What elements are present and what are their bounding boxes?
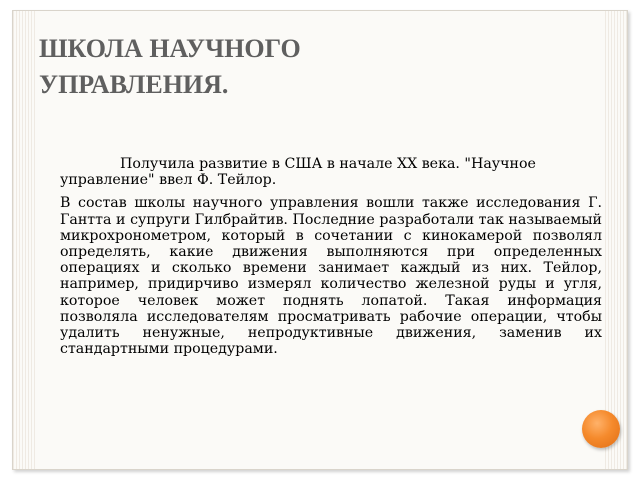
body-paragraph-2: В состав школы научного управления вошли также исследования Г. Гантта и супруги Гилбрайтив. Последние разработали так называемый микрохронометром, который в сочетании с кинокамерой позволял определять, какие движения выполняются при определенных операциях и сколько времени занимает каждый из них. Тейлор, например, придирчиво измерял количество железной руды и угля, которое человек может поднять лопатой. Такая информация позволяла исследователям просматривать рабочие операции, чтобы удалить ненужные, непродуктивные движения, заменив их стандартными процедурами. — [60, 195, 602, 358]
slide-title-line-2: УПРАВЛЕНИЯ. — [39, 70, 229, 99]
slide-frame — [12, 10, 628, 470]
orange-circle-decoration — [582, 410, 620, 448]
left-decorative-stripe — [13, 11, 35, 469]
slide-body — [60, 156, 602, 364]
body-paragraph-1: Получила развитие в США в начале XX века. "Научное управление" ввел Ф. Тейлор. — [60, 156, 536, 189]
slide-title-line-1: ШКОЛА НАУЧНОГО — [39, 34, 301, 63]
slide-title — [39, 31, 559, 103]
right-decorative-stripe — [605, 11, 627, 469]
